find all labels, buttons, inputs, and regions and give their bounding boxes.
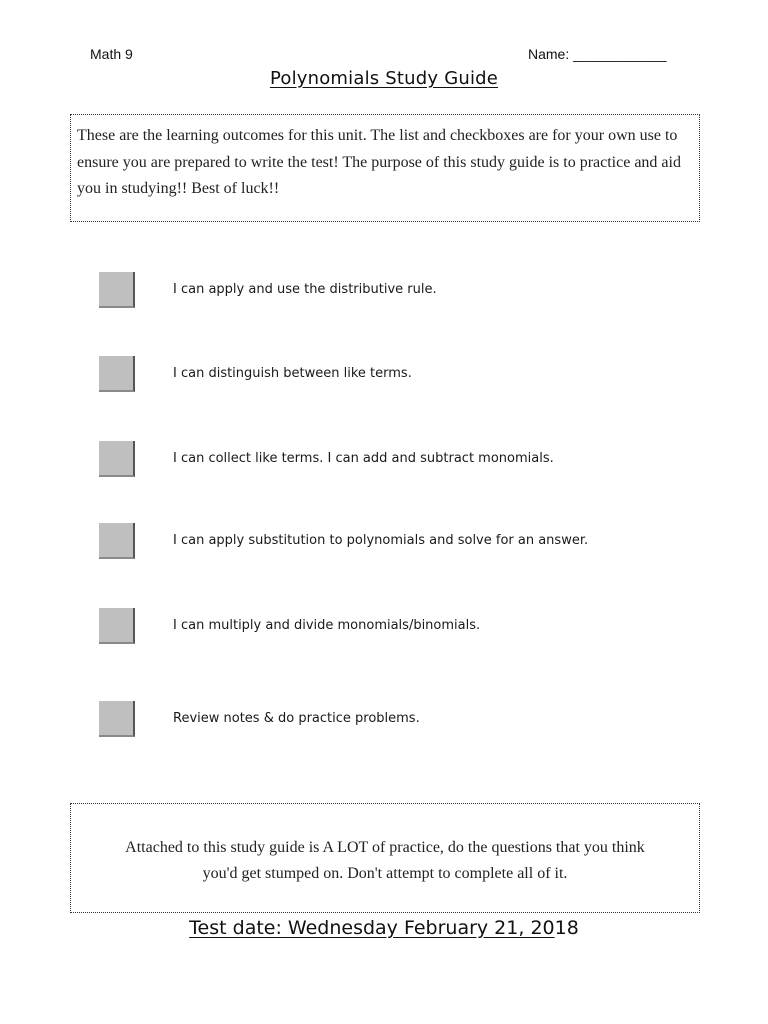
outcome-item <box>99 272 659 310</box>
outcome-item <box>99 441 659 479</box>
outcome-item <box>99 356 659 394</box>
intro-text: These are the learning outcomes for this unit. The list and checkboxes are for your own use to ensure you are prepared to write the test! The purpose of this study guide is to practice and aid you in studying!! Best of luck!! <box>77 127 681 197</box>
outcome-checkbox[interactable] <box>99 441 135 477</box>
outcome-checkbox[interactable] <box>99 523 135 559</box>
outcome-item <box>99 701 659 739</box>
intro-box <box>70 114 700 222</box>
outcome-label: Review notes & do practice problems. <box>173 711 420 726</box>
outcome-label: I can collect like terms. I can add and subtract monomials. <box>173 451 554 466</box>
outcome-label: I can apply and use the distributive rule. <box>173 282 437 297</box>
test-date-rest: 18 <box>554 917 579 939</box>
outcome-label: I can apply substitution to polynomials and solve for an answer. <box>173 533 589 548</box>
test-date-underlined: Test date: Wednesday February 21, 20 <box>189 917 555 939</box>
outcome-checkbox[interactable] <box>99 272 135 308</box>
practice-note-line-2: you'd get stumped on. Don't attempt to complete all of it. <box>202 865 568 882</box>
course-label: Math 9 <box>90 46 133 62</box>
outcome-checkbox[interactable] <box>99 608 135 644</box>
outcome-label: I can distinguish between like terms. <box>173 366 412 381</box>
page-title: Polynomials Study Guide <box>269 68 499 89</box>
outcome-checkbox[interactable] <box>99 701 135 737</box>
test-date <box>0 917 768 939</box>
outcome-item <box>99 608 659 646</box>
practice-note-box <box>70 803 700 913</box>
outcome-checkbox[interactable] <box>99 356 135 392</box>
outcome-item <box>99 523 659 561</box>
name-field: Name: ____________ <box>528 46 667 62</box>
practice-note-line-1: Attached to this study guide is A LOT of practice, do the questions that you think <box>125 839 645 856</box>
outcome-label: I can multiply and divide monomials/binomials. <box>173 618 481 633</box>
